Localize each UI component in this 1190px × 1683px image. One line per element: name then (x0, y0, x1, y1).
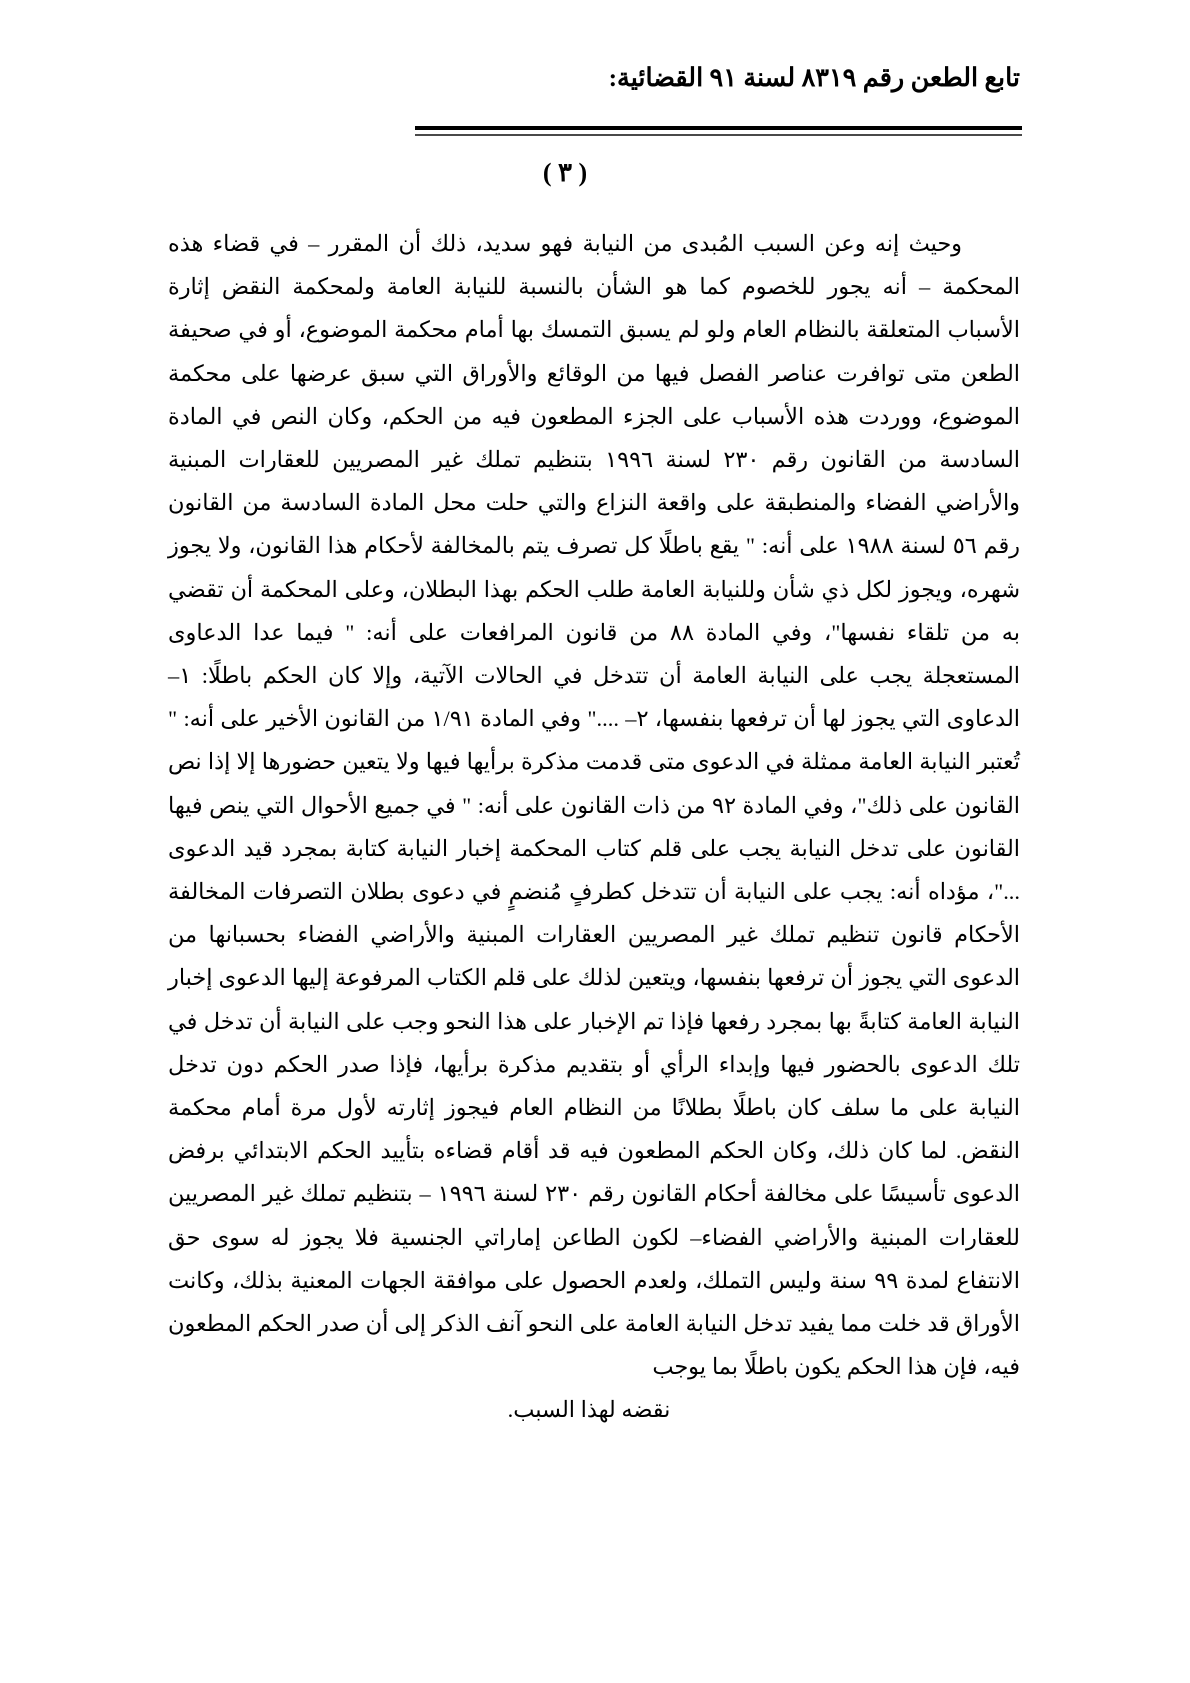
divider-line-thin (415, 134, 1022, 136)
document-body (168, 222, 1020, 1432)
page-header (170, 62, 1020, 94)
page-number-marker: ( ٣ ) (542, 158, 588, 187)
header-divider (415, 126, 1022, 136)
judgment-closing-line: نقضه لهذا السبب. (507, 1397, 671, 1423)
judgment-reasoning-paragraph: وحيث إنه وعن السبب المُبدى من النيابة فهو سديد، ذلك أن المقرر – في قضاء هذه المحكمة – أنه يجور للخصوم كما هو الشأن بالنسبة للنيابة العامة ولمحكمة النقض إثارة الأسباب المتعلقة بالنظام العام ولو لم يسبق التمسك بها أمام محكمة الموضوع، أو في صحيفة الطعن متى توافرت عناصر الفصل فيها من الوقائع والأوراق التي سبق عرضها على محكمة الموضوع، ووردت هذه الأسباب على الجزء المطعون فيه من الحكم، وكان النص في المادة السادسة من القانون رقم ٢٣٠ لسنة ١٩٩٦ بتنظيم تملك غير المصريين للعقارات المبنية والأراضي الفضاء والمنطبقة على واقعة النزاع والتي حلت محل المادة السادسة من القانون رقم ٥٦ لسنة ١٩٨٨ على أنه: " يقع باطلًا كل تصرف يتم بالمخالفة لأحكام هذا القانون، ولا يجوز شهره، ويجوز لكل ذي شأن وللنيابة العامة طلب الحكم بهذا البطلان، وعلى المحكمة أن تقضي به من تلقاء نفسها"، وفي المادة ٨٨ من قانون المرافعات على أنه: " فيما عدا الدعاوى المستعجلة يجب على النيابة العامة أن تتدخل في الحالات الآتية، وإلا كان الحكم باطلًا: ١– الدعاوى التي يجوز لها أن ترفعها بنفسها، ٢– ...." وفي المادة ١/٩١ من القانون الأخير على أنه: " تُعتبر النيابة العامة ممثلة في الدعوى متى قدمت مذكرة برأيها فيها ولا يتعين حضورها إلا إذا نص القانون على ذلك"، وفي المادة ٩٢ من ذات القانون على أنه: " في جميع الأحوال التي ينص فيها القانون على تدخل النيابة يجب على قلم كتاب المحكمة إخبار النيابة كتابة بمجرد قيد الدعوى ..."، مؤداه أنه: يجب على النيابة أن تتدخل كطرفٍ مُنضمٍ في دعوى بطلان التصرفات المخالفة الأحكام قانون تنظيم تملك غير المصريين العقارات المبنية والأراضي الفضاء بحسبانها من الدعوى التي يجوز أن ترفعها بنفسها، ويتعين لذلك على قلم الكتاب المرفوعة إليها الدعوى إخبار النيابة العامة كتابةً بها بمجرد رفعها فإذا تم الإخبار على هذا النحو وجب على النيابة أن تدخل في تلك الدعوى بالحضور فيها وإبداء الرأي أو بتقديم مذكرة برأيها، فإذا صدر الحكم دون تدخل النيابة على ما سلف كان باطلًا بطلانًا من النظام العام فيجوز إثارته لأول مرة أمام محكمة النقض. لما كان ذلك، وكان الحكم المطعون فيه قد أقام قضاءه بتأييد الحكم الابتدائي برفض الدعوى تأسيسًا على مخالفة أحكام القانون رقم ٢٣٠ لسنة ١٩٩٦ – بتنظيم تملك غير المصريين للعقارات المبنية والأراضي الفضاء– لكون الطاعن إماراتي الجنسية فلا يجوز له سوى حق الانتفاع لمدة ٩٩ سنة وليس التملك، ولعدم الحصول على موافقة الجهات المعنية بذلك، وكانت الأوراق قد خلت مما يفيد تدخل النيابة العامة على النحو آنف الذكر إلى أن صدر الحكم المطعون فيه، فإن هذا الحكم يكون باطلًا بما يوجب (168, 231, 1021, 1380)
appeal-header-title: تابع الطعن رقم ٨٣١٩ لسنة ٩١ القضائية: (608, 63, 1020, 92)
